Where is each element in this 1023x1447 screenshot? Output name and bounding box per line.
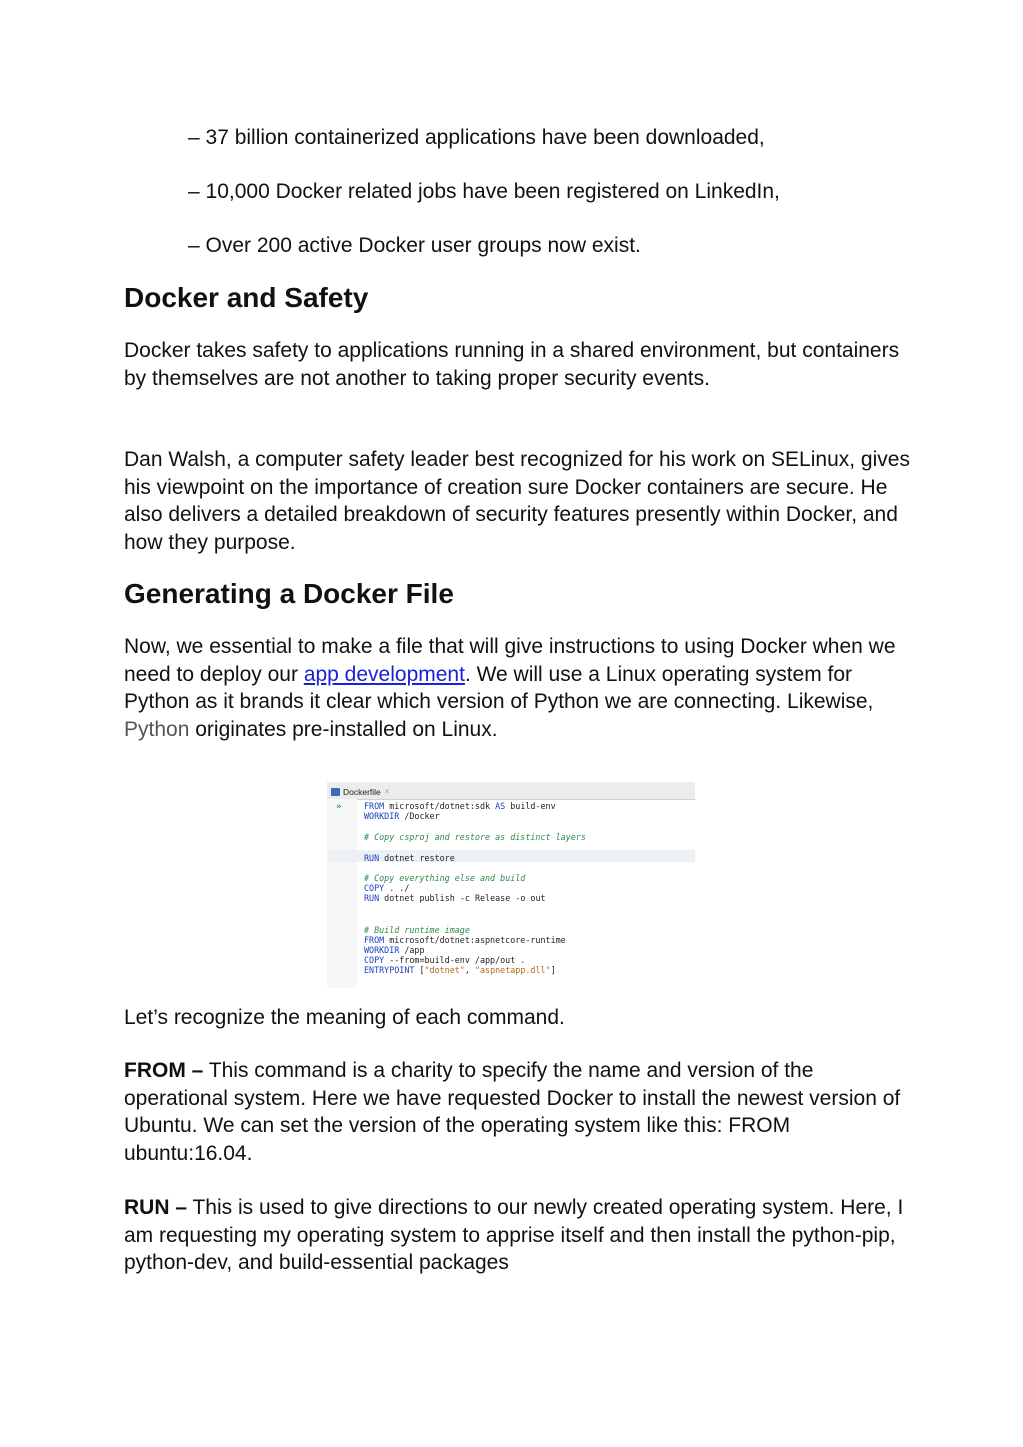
close-icon: ×: [384, 787, 390, 796]
paragraph-text: originates pre-installed on Linux.: [189, 717, 498, 741]
paragraph-dan-walsh: Dan Walsh, a computer safety leader best recognized for his work on SELinux, gives his viewpoint on the importance of creation sure Docker containers are secure. He also delivers a detailed breakdown of security features presently within Docker, and how they purpose.: [124, 448, 910, 554]
code-line: WORKDIR /Docker: [364, 811, 440, 821]
editor-gutter: [327, 799, 357, 988]
dockerfile-screenshot: [327, 782, 695, 988]
from-label: FROM –: [124, 1059, 204, 1082]
section-heading-docker-safety: Docker and Safety: [124, 282, 369, 313]
code-comment: # Copy csproj and restore as distinct layers: [364, 832, 586, 842]
code-line: WORKDIR /app: [364, 945, 425, 955]
editor-tab-bar: [327, 782, 695, 800]
stat-bullet: – 10,000 Docker related jobs have been registered on LinkedIn,: [188, 180, 780, 203]
run-label: RUN –: [124, 1196, 188, 1219]
stat-bullet: – 37 billion containerized applications have been downloaded,: [188, 126, 765, 149]
paragraph-dockerfile-intro: [124, 633, 914, 743]
paragraph-commands-intro: Let’s recognize the meaning of each command.: [124, 1006, 565, 1029]
code-line: FROM microsoft/dotnet:aspnetcore-runtime: [364, 935, 566, 945]
paragraph-safety-intro: Docker takes safety to applications running in a shared environment, but containers by themselves are not another to taking proper security events.: [124, 339, 900, 390]
code-line: RUN dotnet restore: [364, 853, 455, 863]
run-icon: »: [336, 802, 342, 812]
paragraph-text: Now, we essential to make a file that will give instructions to using Docker when we need to deploy our: [124, 635, 896, 686]
code-line: COPY . ./: [364, 883, 410, 893]
stat-bullet: – Over 200 active Docker user groups now exist.: [188, 234, 641, 257]
python-highlight: Python: [124, 717, 190, 741]
paragraph-run-command: [124, 1194, 914, 1277]
paragraph-from-command: [124, 1057, 914, 1167]
code-comment: # Build runtime image: [364, 925, 470, 935]
code-line: RUN dotnet publish -c Release -o out: [364, 893, 546, 903]
paragraph-text: . We will use a Linux operating system for Python as it brands it clear which version of Python we are connecting. Likewise,: [124, 662, 874, 713]
from-description: This command is a charity to specify the name and version of the operational system. Here we have requested Docker to install the newest version of Ubuntu. We can set the version of the operating system like this: FROM ubuntu:16.04.: [124, 1059, 901, 1165]
run-description: This is used to give directions to our newly created operating system. Here, I am requesting my operating system to apprise itself and then install the python-pip, python-dev, and build-essential packages: [124, 1196, 904, 1274]
file-icon: [331, 788, 340, 796]
code-comment: # Copy everything else and build: [364, 873, 526, 883]
app-development-link[interactable]: app development: [303, 662, 465, 686]
editor-tab-dockerfile: [331, 785, 389, 798]
tab-label: Dockerfile: [343, 786, 381, 797]
code-line: ENTRYPOINT ["dotnet", "aspnetapp.dll"]: [364, 965, 556, 975]
code-line: COPY --from=build-env /app/out .: [364, 955, 526, 965]
code-line: FROM microsoft/dotnet:sdk AS build-env: [364, 801, 556, 811]
section-heading-generating-dockerfile: Generating a Docker File: [124, 578, 454, 609]
